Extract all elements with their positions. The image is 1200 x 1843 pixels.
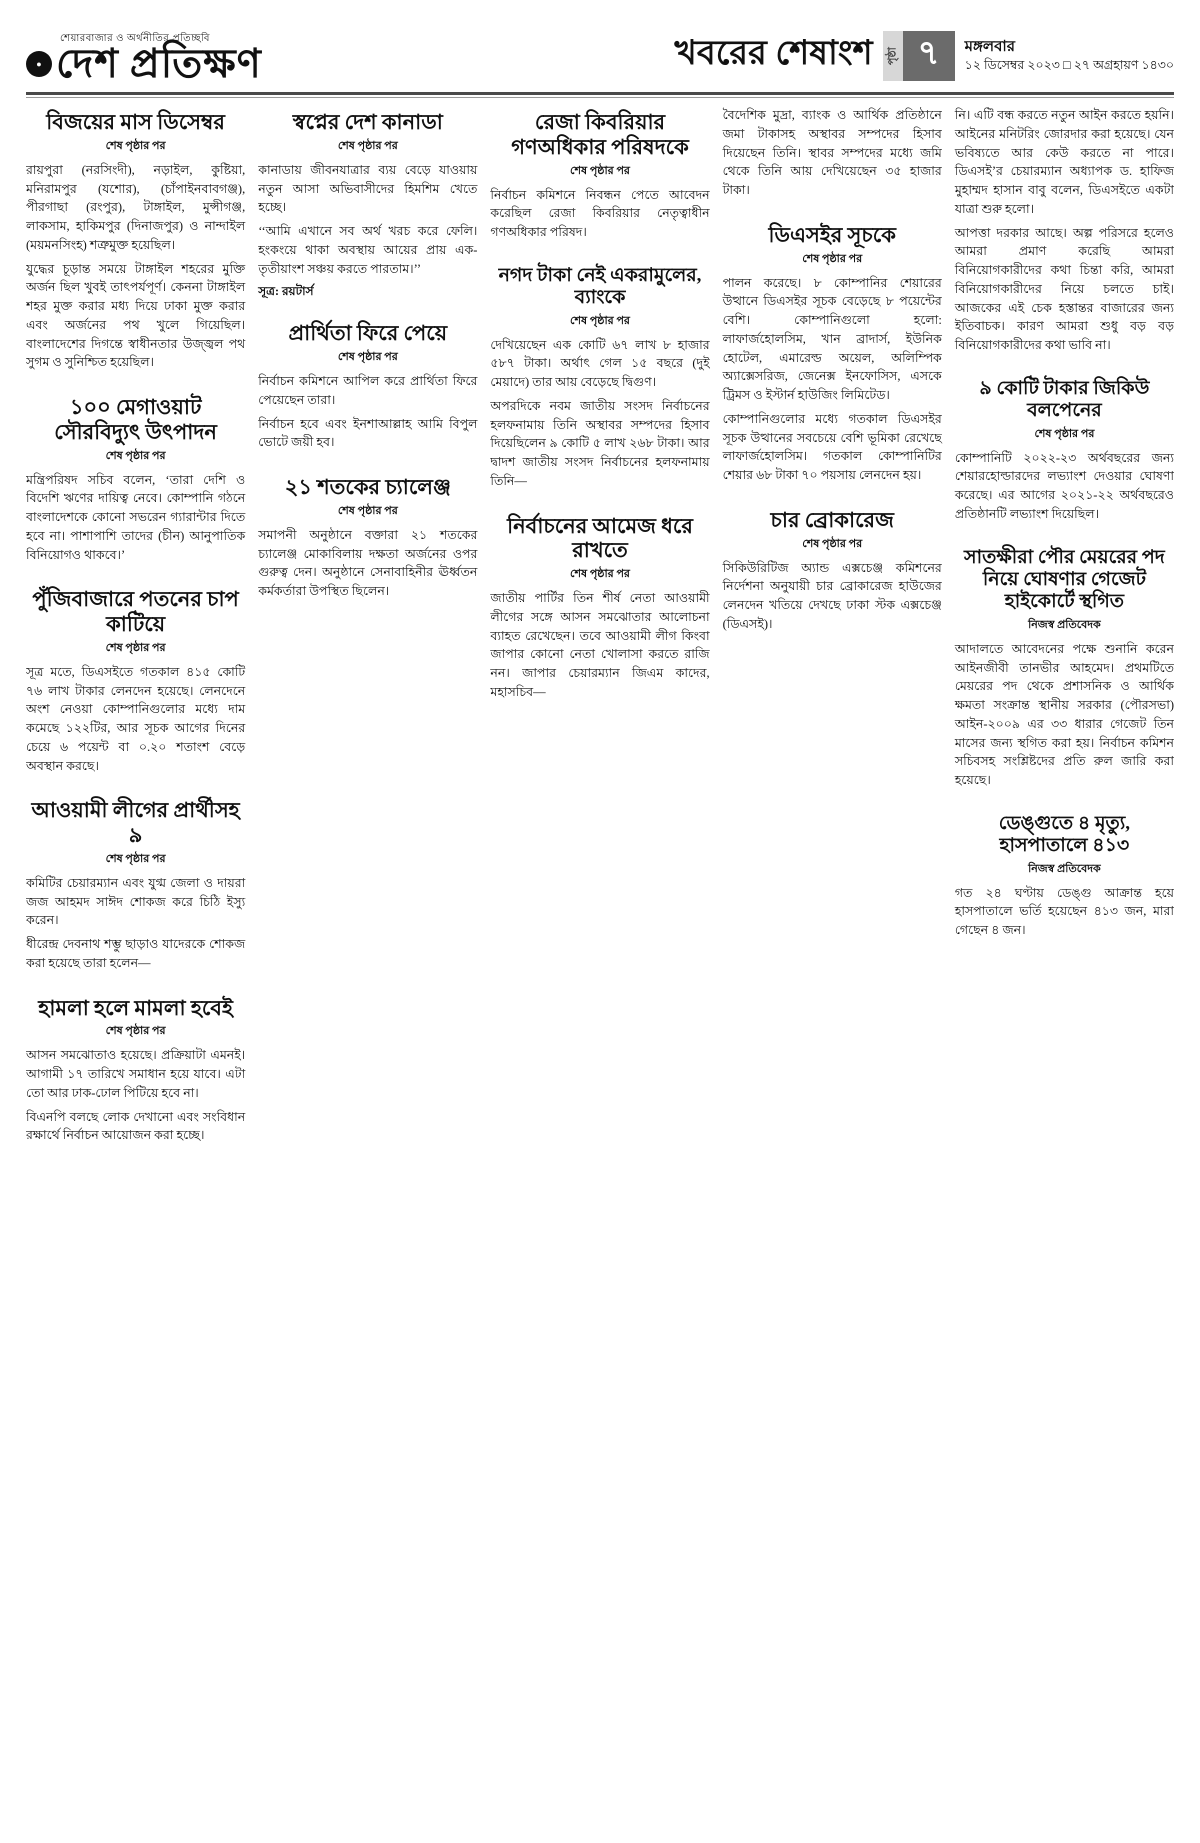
header-rule	[26, 92, 1174, 95]
article-headline: নগদ টাকা নেই একরামুলের, ব্যাংকে	[498, 264, 702, 309]
article-paragraph: সমাপনী অনুষ্ঠানে বক্তারা ২১ শতকের চ্যালেঞ্জ মোকাবিলায় দক্ষতা অর্জনের ওপর গুরুত্ব দেন। অনুষ্ঠানে সেনাবাহিনীর ঊর্ধ্বতন কর্মকর্তারা উপস্থিত ছিলেন।	[258, 527, 478, 599]
continued-from-last-page-tag: শেষ পৃষ্ঠার পর	[570, 314, 630, 327]
article-headline: হামলা হলে মামলা হবেই	[38, 995, 233, 1020]
article-paragraph: কোম্পানিগুলোর মধ্যে গতকাল ডিএসইর সূচক উত্থানের সবচেয়ে বেশি ভূমিকা রেখেছে লাফার্জহোলসিম। গতকাল কোম্পানিটির শেয়ার ৬৮ টাকা ৭০ পয়সায় লেনদেন হয়।	[722, 411, 942, 483]
continued-from-last-page-tag: শেষ পৃষ্ঠার পর	[337, 504, 398, 517]
article-paragraph: বৈদেশিক মুদ্রা, ব্যাংক ও আর্থিক প্রতিষ্ঠানে জমা টাকাসহ অস্থাবর সম্পদের হিসাব দিয়েছেন তিনি। স্থাবর সম্পদের মধ্যে জমি থেকে তিনি আয় দেখিয়েছেন ৩৫ হাজার টাকা।	[722, 108, 942, 197]
newspaper-logo-icon: ●	[26, 51, 52, 77]
article-paragraph: নির্বাচন হবে এবং ইনশাআল্লাহ আমি বিপুল ভোটে জয়ী হব।	[258, 416, 478, 450]
column-1	[26, 106, 245, 1806]
article-headline: নির্বাচনের আমেজ ধরে রাখতে	[507, 513, 693, 563]
article-paragraph: নি। এটি বন্ধ করতে নতুন আইন করতে হয়নি। আইনের মনিটরিং জোরদার করা হয়েছে। যেন ভবিষ্যতে আর কেউ করতে না পারে। ডিএসই’র চেয়ারম্যান অধ্যাপক ড. হাফিজ মুহাম্মদ হাসান বাবু বলেন, ডিএসইতে একটা যাত্রা শুরু হলো।	[954, 108, 1174, 216]
article-headline: রেজা কিবরিয়ার গণঅধিকার পরিষদকে	[511, 110, 689, 159]
article-satkhira-mayor-gazette-stayed[interactable]	[955, 543, 1174, 795]
article-headline: স্বপ্নের দেশ কানাডা	[292, 110, 443, 134]
article-attack-case[interactable]	[26, 992, 245, 1151]
article-headline: ২১ শতকের চ্যালেঞ্জ	[284, 475, 451, 500]
reporter-byline: নিজস্ব প্রতিবেদক	[1028, 618, 1101, 631]
weekday: মঙ্গলবার	[964, 38, 1016, 55]
date-block	[965, 38, 1174, 74]
article-dengue-4-deaths[interactable]	[955, 809, 1174, 945]
article-paragraph: গত ২৪ ঘণ্টায় ডেঙ্গু আক্রান্ত হয়ে হাসপাতালে ভর্তি হয়েছেন ৪১৩ জন, মারা গেছেন ৪ জন।	[954, 885, 1174, 938]
continued-from-last-page-tag: শেষ পৃষ্ঠার পর	[105, 449, 166, 462]
article-paragraph: রায়পুরা (নরসিংদী), নড়াইল, কুষ্টিয়া, মনিরামপুর (যশোর), (চাঁপাইনবাবগঞ্জ), পীরগাছা (রংপুর), টাঙ্গাইল, মুন্সীগঞ্জ, লাকসাম, হাকিমপুর (দিনাজপুর) ও নান্দাইল (ময়মনসিংহ) শত্রুমুক্ত হয়েছিল।	[26, 162, 246, 252]
article-headline: আওয়ামী লীগের প্রার্থীসহ ৯	[31, 798, 240, 848]
continued-from-last-page-tag: শেষ পৃষ্ঠার পর	[337, 139, 398, 152]
article-stockmarket-pressure[interactable]	[26, 583, 245, 780]
article-headline: পুঁজিবাজারে পতনের চাপ কাটিয়ে	[32, 587, 239, 637]
newspaper-title: দেশ প্রতিক্ষণ	[56, 41, 262, 86]
column-4	[723, 106, 942, 1806]
continued-from-last-page-tag: শেষ পৃষ্ঠার পর	[570, 164, 630, 177]
article-headline: ডেঙ্গুতে ৪ মৃত্যু, হাসপাতালে ৪১৩	[998, 812, 1131, 857]
continued-from-last-page-tag: শেষ পৃষ্ঠার পর	[570, 568, 630, 581]
article-headline: ডিএসইর সূচকে	[768, 222, 896, 247]
article-paragraph: ‘‘আমি এখানে সব অর্থ খরচ করে ফেলি। হংকংয়ে থাকা অবস্থায় আয়ের প্রায় এক-তৃতীয়াংশ সঞ্চয় করতে পারতাম।’’	[258, 224, 478, 276]
article-paragraph: ধীরেন্দ্র দেবনাথ শম্ভু ছাড়াও যাদেরকে শোকজ করা হয়েছে তারা হলেন—	[26, 937, 246, 970]
continued-from-last-page-tag: শেষ পৃষ্ঠার পর	[105, 852, 166, 865]
header-rule-thin	[26, 97, 1174, 98]
section-title: খবরের শেষাংশ	[674, 35, 873, 72]
continued-from-last-page-tag: শেষ পৃষ্ঠার পর	[105, 641, 166, 654]
article-paragraph: নির্বাচন কমিশনে নিবন্ধন পেতে আবেদন করেছিল রেজা কিবরিয়ার নেতৃত্বাধীন গণঅধিকার পরিষদ।	[490, 187, 710, 240]
article-paragraph: বিএনপি বলছে লোক দেখানো এবং সংবিধান রক্ষার্থে নির্বাচন আয়োজন করা হচ্ছে।	[26, 1109, 246, 1143]
article-election-mood[interactable]	[490, 510, 709, 707]
header-right	[675, 27, 1174, 84]
article-paragraph: কমিটির চেয়ারম্যান এবং যুগ্ম জেলা ও দায়রা জজ আহমদ সাঈদ শোকজ করে চিঠি ইস্যু করেন।	[26, 875, 246, 928]
article-paragraph: অপরদিকে নবম জাতীয় সংসদ নির্বাচনের হলফনামায় তিনি অস্থাবর সম্পদের হিসাব দিয়েছিলেন ৯ কোটি ৫ লাখ ২৬৮ টাকা। আর দ্বাদশ জাতীয় সংসদ নির্বাচনের হলফনামায় তিনি—	[490, 398, 710, 488]
article-headline: বিজয়ের মাস ডিসেম্বর	[46, 110, 225, 134]
article-paragraph: মন্ত্রিপরিষদ সচিব বলেন, ‘তারা দেশি ও বিদেশি ঋণের দায়িত্ব নেবে। কোম্পানি গঠনে বাংলাদেশকে কোনো সভরেন গ্যারান্টার দিতে হবে না। পাশাপাশি তাদের (চীন) আনুপাতিক বিনিয়োগও থাকবে।’	[26, 472, 246, 562]
article-headline: প্রার্থিতা ফিরে পেয়ে	[288, 321, 448, 346]
continued-from-last-page-tag: শেষ পৃষ্ঠার পর	[337, 351, 398, 364]
article-paragraph: আদালতে আবেদনের পক্ষে শুনানি করেন আইনজীবী তানভীর আহমেদ। প্রথমটিতে মেয়রের পদ থেকে প্রশাসনিক ও আর্থিক ক্ষমতা সংক্রান্ত স্থানীয় সরকার (পৌরসভা) আইন-২০০৯ এর ৩৩ ধারার গেজেট তিন মাসের জন্য স্থগিত করা হয়। নির্বাচন কমিশন সচিবসহ সংশ্লিষ্টদের প্রতি রুল জারি করা হয়েছে।	[954, 641, 1174, 788]
page-header	[26, 26, 1174, 84]
article-paragraph: কানাডায় জীবনযাত্রার ব্যয় বেড়ে যাওয়ায় নতুন আসা অভিবাসীদের হিমশিম খেতে হচ্ছে।	[258, 162, 478, 215]
article-paragraph: দেখিয়েছেন এক কোটি ৬৭ লাখ ৮ হাজার ৫৮৭ টাকা। অর্থাৎ গেল ১৫ বছরে (দুই মেয়াদে) তার আয় বেড়েছে দ্বিগুণ।	[490, 337, 710, 390]
article-headline: চার ব্রোকারেজ	[770, 507, 894, 532]
article-headline: ৯ কোটি টাকার জিকিউ বলপেনের	[979, 377, 1150, 422]
continued-from-last-page-tag: শেষ পৃষ্ঠার পর	[1034, 427, 1095, 440]
article-paragraph: আপত্তা দরকার আছে। অল্প পরিসরে হলেও আমরা প্রমাণ করেছি আমরা বিনিয়োগকারীদের কথা চিন্তা করি, আমরা বিনিয়োগকারীদের নিয়ে চলতে চাই। আজকের এই চেক হস্তান্তর বাজারের জন্য ইতিবাচক। কারণ আমরা শুধু বড় বড় বিনিয়োগকারীদের কথা ভাবি না।	[954, 225, 1174, 352]
page-number-box	[883, 31, 955, 81]
article-100mw-solar-power[interactable]	[26, 391, 245, 569]
article-paragraph: সিকিউরিটিজ অ্যান্ড এক্সচেঞ্জ কমিশনের নির্দেশনা অনুযায়ী চার ব্রোকারেজ হাউজের লেনদেন খতিয়ে দেখছে ঢাকা স্টক এক্সচেঞ্জ (ডিএসই)।	[722, 560, 942, 631]
article-paragraph: আসন সমঝোতাও হয়েছে। প্রক্রিয়াটা এমনই। আগামী ১৭ তারিখে সমাধান হয়ে যাবে। এটা তো আর ঢাক-ঢোল পিটিয়ে হবে না।	[26, 1048, 246, 1100]
article-21st-century-challenge[interactable]	[258, 471, 477, 606]
article-awami-league-candidates-9[interactable]	[26, 794, 245, 977]
article-paragraph: সূত্র মতে, ডিএসইতে গতকাল ৪১৫ কোটি ৭৬ লাখ টাকার লেনদেন হয়েছে। লেনদেনে অংশ নেওয়া কোম্পানিগুলোর মধ্যে দাম কমেছে ১২২টির, আর সূচক আগের দিনের চেয়ে ৬ পয়েন্ট বা ০.২০ শতাংশ বেড়ে অবস্থান করছে।	[26, 664, 246, 773]
column-3	[490, 106, 709, 1806]
article-dse-index[interactable]	[723, 219, 942, 490]
article-paragraph: কোম্পানিটি ২০২২-২৩ অর্থবছরের জন্য শেয়ারহোল্ডারদের লভ্যাংশ দেওয়ার ঘোষণা করেছে। এর আগের ২০২১-২২ অর্থবছরেও প্রতিষ্ঠানটি লভ্যাংশ দিয়েছিল।	[954, 450, 1174, 521]
continued-from-last-page-tag: শেষ পৃষ্ঠার পর	[105, 139, 166, 152]
continued-from-last-page-tag: শেষ পৃষ্ঠার পর	[802, 252, 863, 265]
date-line: ১২ ডিসেম্বর ২০২৩ □ ২৭ অগ্রহায়ণ ১৪৩০	[964, 58, 1174, 73]
reporter-byline: নিজস্ব প্রতিবেদক	[1028, 862, 1101, 875]
column-2	[258, 106, 477, 1806]
page-label: পৃষ্ঠা	[883, 31, 903, 81]
news-source: সূত্র: রয়টার্স	[258, 284, 314, 299]
article-headline: সাতক্ষীরা পৌর মেয়রের পদ নিয়ে ঘোষণার গেজেট হাইকোর্টে স্থগিত	[964, 546, 1165, 613]
continued-from-last-page-tag: শেষ পৃষ্ঠার পর	[802, 537, 863, 550]
article-ekramul-no-cash[interactable]	[490, 261, 709, 496]
page-number: ৭	[903, 31, 955, 81]
article-paragraph: যুদ্ধের চূড়ান্ত সময়ে টাঙ্গাইল শহরের মুক্তি অর্জন ছিল খুবই তাৎপর্যপূর্ণ। কেননা টাঙ্গাইল শহর মুক্ত করার মধ্য দিয়ে ঢাকা মুক্ত করার এবং অর্জনের পথ খুলে গিয়েছিল। বাংলাদেশের দিগন্তে স্বাধীনতার উজ্জ্বল পথ সুগম ও সুনিশ্চিত হয়েছিল।	[26, 261, 246, 370]
article-candidacy-restored[interactable]	[258, 317, 477, 457]
columns-area	[26, 106, 1174, 1806]
article-victory-month-december[interactable]	[26, 106, 245, 377]
article-headline: ১০০ মেগাওয়াট সৌরবিদ্যুৎ উৎপাদন	[54, 395, 217, 444]
article-paragraph: জাতীয় পার্টির তিন শীর্ষ নেতা আওয়ামী লীগের সঙ্গে আসন সমঝোতার আলোচনা ব্যাহত রেখেছেন। তবে আওয়ামী লীগ কিংবা জাপার কোনো নেতা খোলাসা করতে রাজি নন। জাপার চেয়ারম্যান জিএম কাদের, মহাসচিব—	[490, 591, 710, 699]
article-continuation-ekramul-assets[interactable]	[723, 106, 942, 205]
article-paragraph: পালন করেছে। ৮ কোম্পানির শেয়ারের উত্থানে ডিএসইর সূচক বেড়েছে ৮ পয়েন্টের বেশি। কোম্পানিগুলো হলো: লাফার্জহোলসিম, খান ব্রাদার্স, ইউনিক হোটেল, এমারেল্ড অয়েল, অলিম্পিক অ্যাক্সেসরিজ, জেনেক্স ইনফোসিস, এসকে ট্রিমস ও ইস্টার্ন হাউজিং লিমিটেড।	[722, 275, 942, 403]
article-paragraph: নির্বাচন কমিশনে আপিল করে প্রার্থিতা ফিরে পেয়েছেন তারা।	[258, 374, 478, 407]
article-gq-ballpen-9-crore[interactable]	[955, 374, 1174, 529]
masthead	[26, 34, 262, 84]
continued-from-last-page-tag: শেষ পৃষ্ঠার পর	[105, 1025, 166, 1038]
article-dream-country-canada[interactable]	[258, 106, 477, 303]
column-5	[955, 106, 1174, 1806]
article-reza-kibria-gonoodhikar[interactable]	[490, 106, 709, 247]
masthead-tagline: শেয়ারবাজার ও অর্থনীতির প্রতিচ্ছবি	[60, 33, 210, 44]
article-continuation-dse-chairman[interactable]	[955, 106, 1174, 360]
article-four-brokerages[interactable]	[723, 504, 942, 639]
